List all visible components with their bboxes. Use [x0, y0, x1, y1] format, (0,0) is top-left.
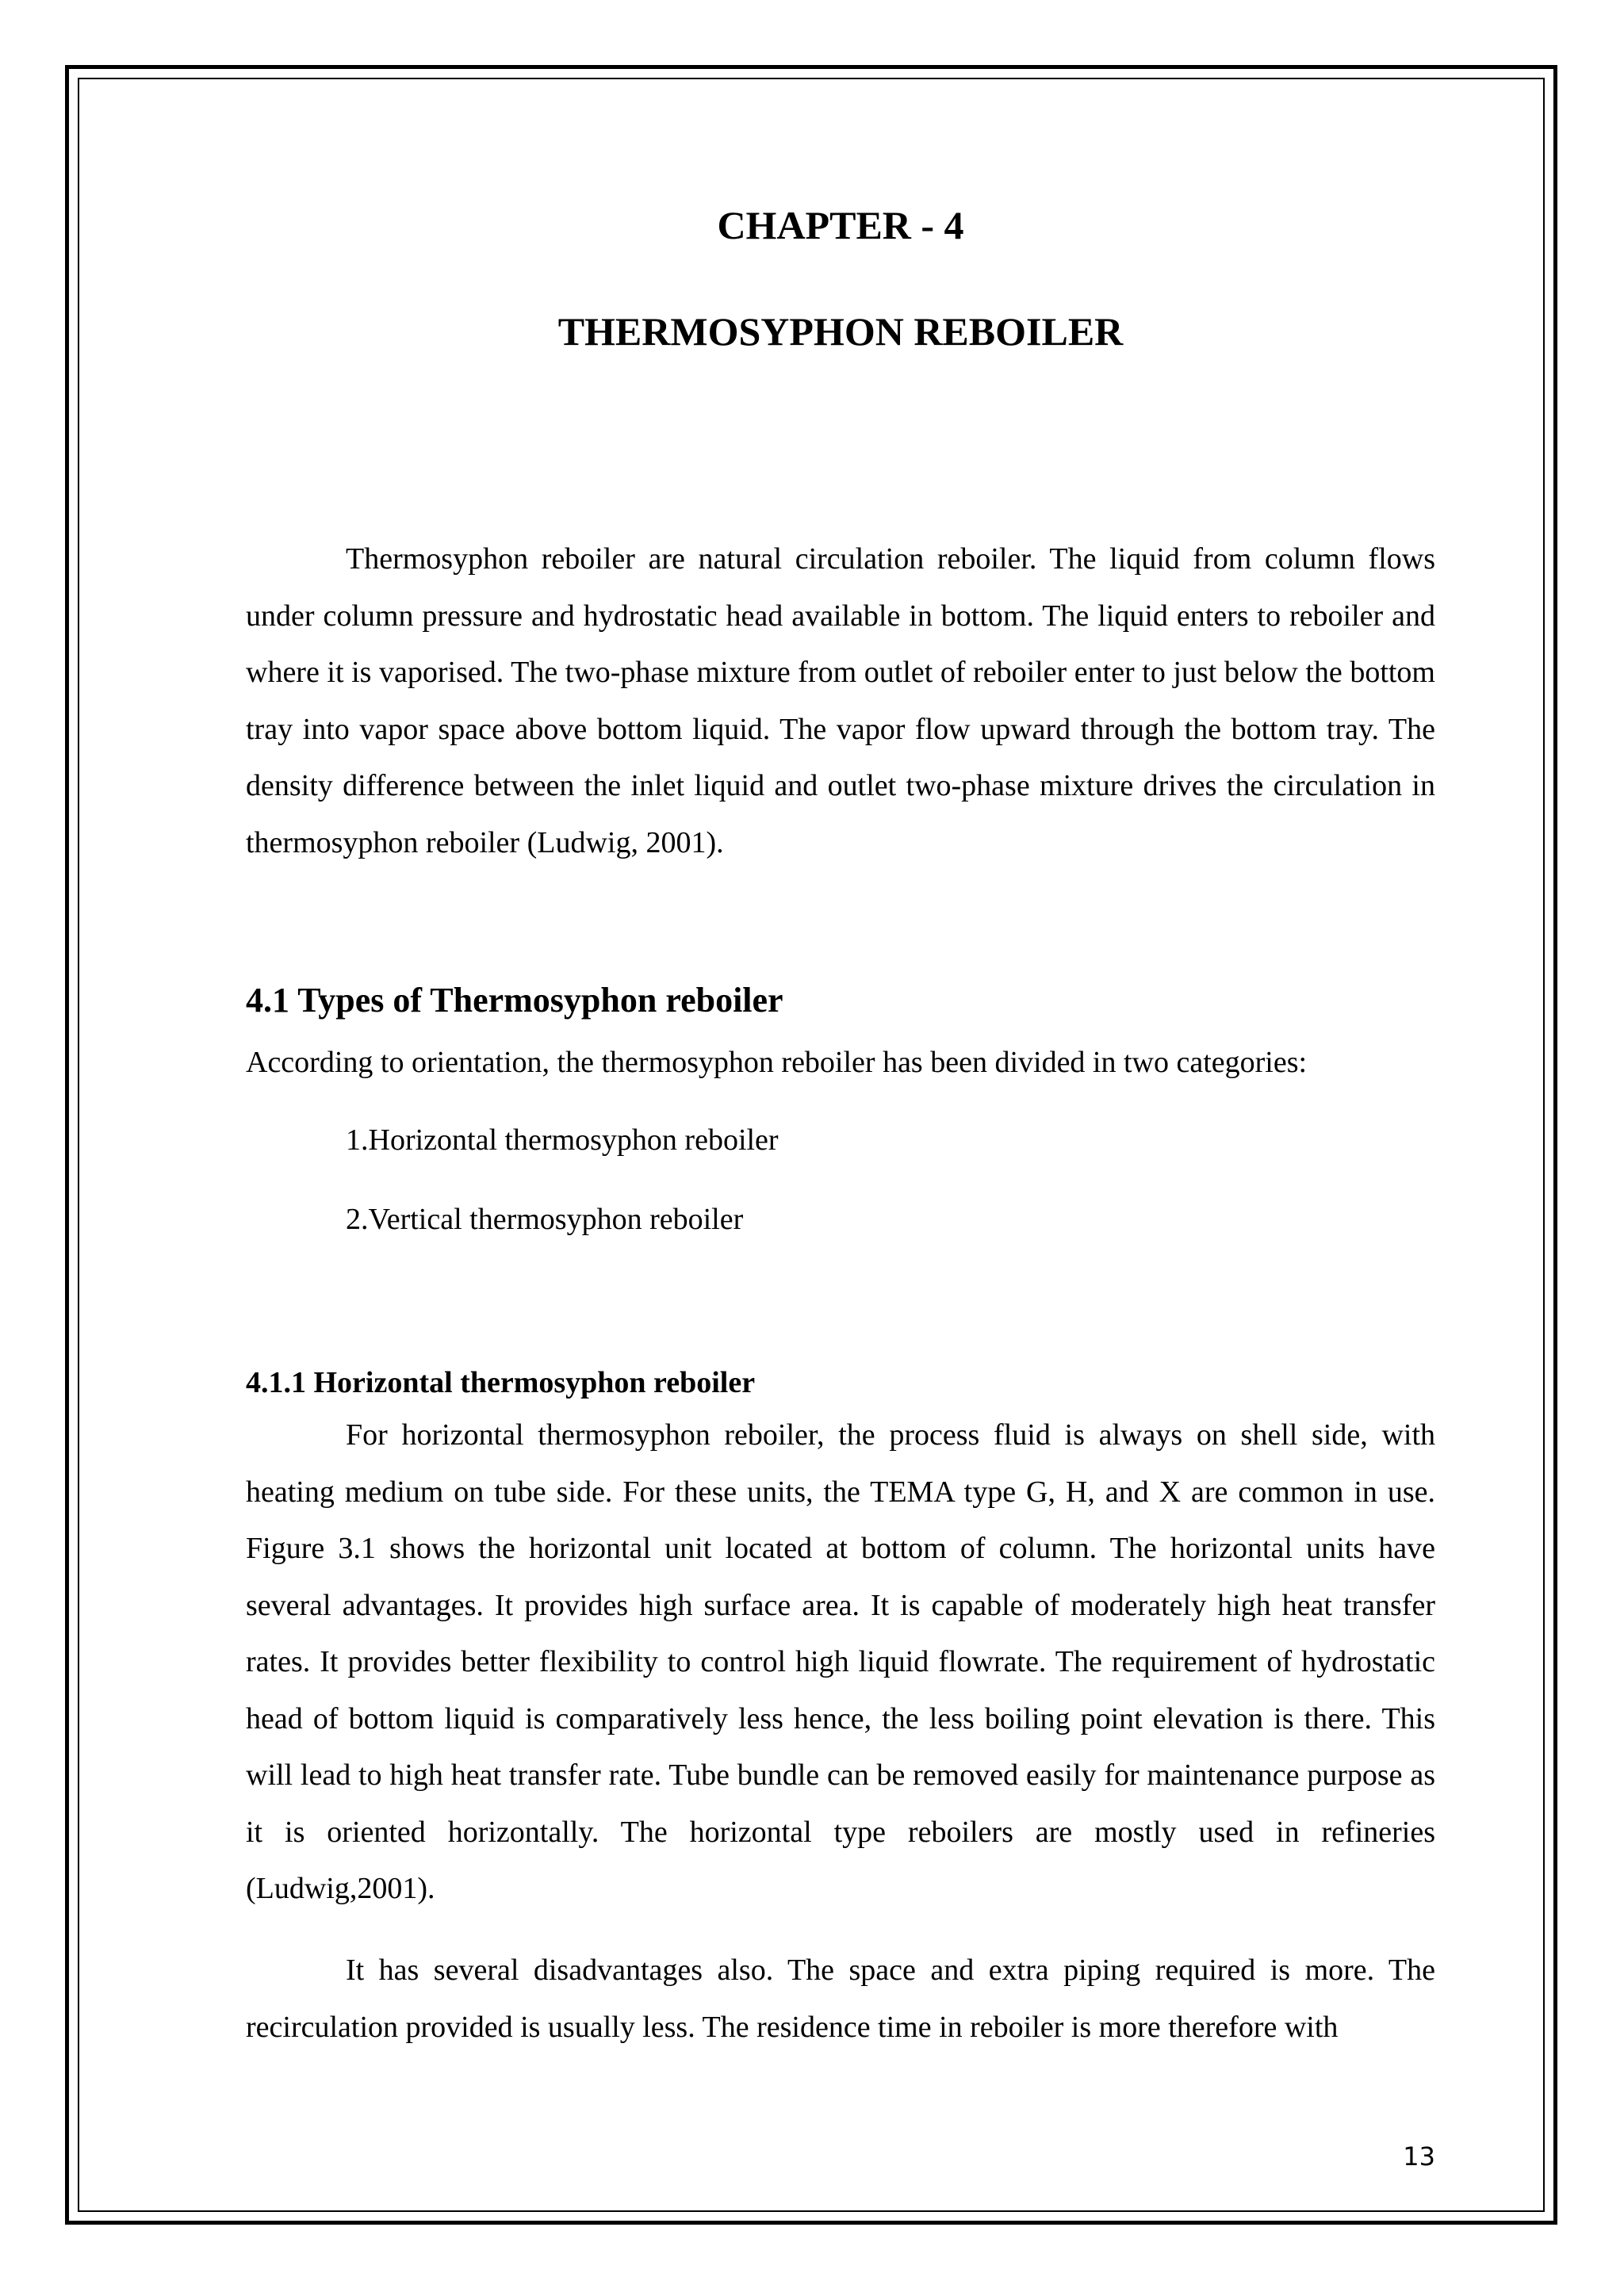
list-item: 1.Horizontal thermosyphon reboiler [346, 1123, 779, 1157]
list-item: 2.Vertical thermosyphon reboiler [346, 1203, 744, 1236]
section-4-1-intro: According to orientation, the thermosyphon reboiler has been divided in two categories: [246, 1046, 1308, 1079]
intro-paragraph: Thermosyphon reboiler are natural circulation reboiler. The liquid from column flows under column pressure and hydrostatic head available in bottom. The liquid enters to reboiler and where it is vaporised. The two-phase mixture from outlet of reboiler enter to just below the bottom tray into vapor space above bottom liquid. The vapor flow upward through the bottom tray. The density difference between the inlet liquid and outlet two-phase mixture drives the circulation in thermosyphon reboiler (Ludwig, 2001). [246, 542, 1435, 859]
chapter-title: THERMOSYPHON REBOILER [557, 309, 1124, 354]
section-4-1-1-paragraph-2: It has several disadvantages also. The space and extra piping required is more. The recirculation provided is usually less. The residence time in reboiler is more therefore with [246, 1954, 1435, 2044]
chapter-number: CHAPTER - 4 [717, 203, 964, 247]
page-number: 13 [1403, 2141, 1435, 2172]
section-4-1-heading: 4.1 Types of Thermosyphon reboiler [246, 981, 783, 1020]
section-4-1-1-paragraph-1: For horizontal thermosyphon reboiler, the process fluid is always on shell side, with heating medium on tube side. For these units, the TEMA type G, H, and X are common in use. Figure 3.1 shows the horizontal unit located at bottom of column. The horizontal units have several advantages. It provides high surface area. It is capable of moderately high heat transfer rates. It provides better flexibility to control high liquid flowrate. The requirement of hydrostatic head of bottom liquid is comparatively less hence, the less boiling point elevation is there. This will lead to high heat transfer rate. Tube bundle can be removed easily for maintenance purpose as it is oriented horizontally. The horizontal type reboilers are mostly used in refineries (Ludwig,2001). [246, 1418, 1435, 1905]
section-4-1-1-heading: 4.1.1 Horizontal thermosyphon reboiler [246, 1366, 756, 1399]
